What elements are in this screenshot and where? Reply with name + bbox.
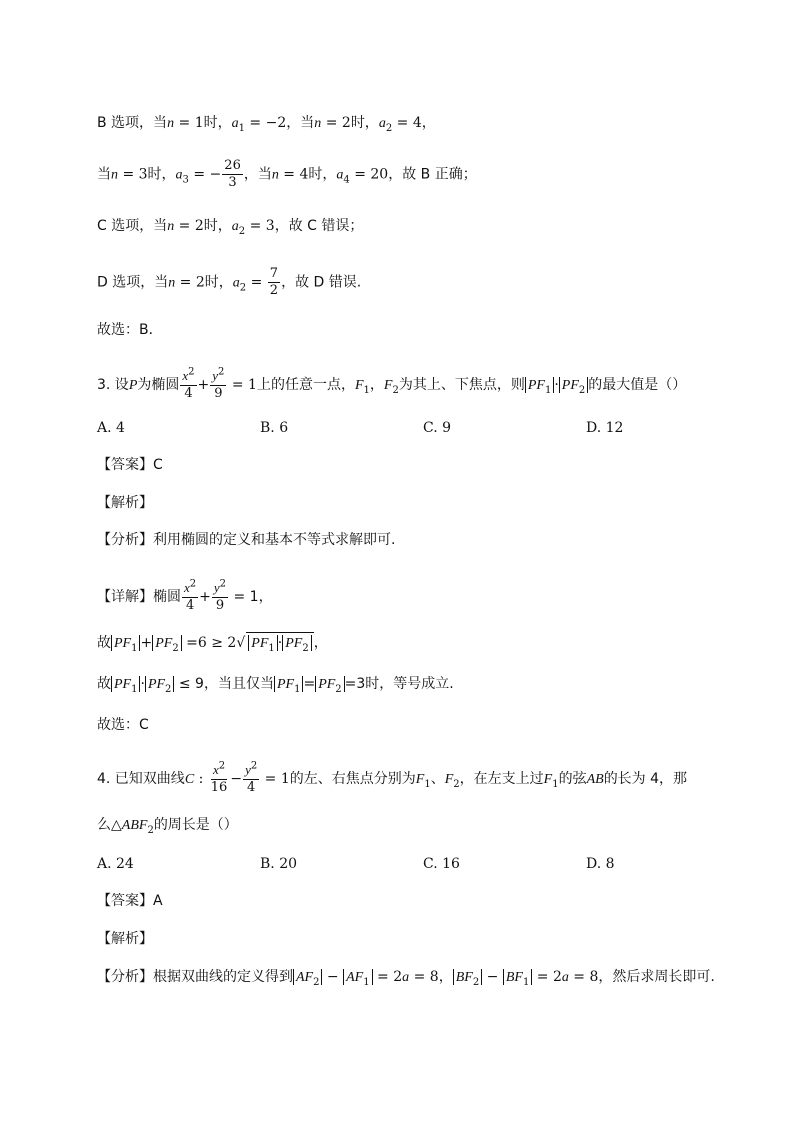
q4-option-d: D. 8 — [586, 856, 615, 872]
option-c-analysis: C 选项，当n = 2时，$a_2 = 3$，故 C 错误； — [97, 218, 364, 237]
q3-explanation-heading: 【解析】 — [97, 495, 153, 511]
q3-answer: 【答案】C — [97, 457, 163, 473]
q3-option-b: B. 6 — [260, 420, 289, 436]
option-d-analysis: D 选项，当n = 2时，$a_2$ = $\frac{7}{2}$ ，故 D 错误. — [97, 266, 362, 298]
q4-option-b: B. 20 — [260, 856, 298, 872]
q3-option-c: C. 9 — [423, 420, 452, 436]
q4-option-c: C. 16 — [423, 856, 460, 872]
q4-option-a: A. 24 — [97, 856, 134, 872]
q3-inequality-line: 故 $PF_1 + PF_2 =6 \ge 2√$ $PF_1 \cdot PF_2$ ， — [97, 632, 328, 654]
q3-detail: 【详解】椭圆 $\frac{x^2}{4}$ + $\frac{y^2}{9}$ = 1， — [97, 578, 273, 613]
q3-option-a: A. 4 — [97, 420, 125, 436]
answer-selection-b: 故选：B． — [97, 322, 163, 338]
q4-analysis: 【分析】根据双曲线的定义得到 $AF_2 - AF_1 = 2a = 8$， $BF_2 - BF_1 = 2a = 8$，然后求周长即可. — [97, 969, 715, 988]
question-4-line2: 么$\triangle ABF_2$的周长是（） — [97, 817, 238, 836]
q3-option-d: D. 12 — [586, 420, 624, 436]
q4-explanation-heading: 【解析】 — [97, 931, 153, 947]
option-b-analysis-line1: B 选项，当n = 1时，$a_1 = -2$，当n = 2时，$a_2 = 4$， — [97, 115, 436, 134]
q4-answer: 【答案】A — [97, 893, 163, 909]
fraction-26-3: $\frac{26}{3}$ — [224, 158, 241, 190]
sqrt-sign: √ — [236, 635, 246, 651]
option-b-analysis-line2: 当n = 3时，$a_3$ = − $\frac{26}{3}$ ，当n = 4时，$a_4 = 20$，故 B 正确； — [97, 158, 477, 190]
q3-analysis: 【分析】利用椭圆的定义和基本不等式求解即可. — [97, 532, 396, 548]
fraction-7-2: $\frac{7}{2}$ — [269, 266, 279, 298]
q3-max-line: 故 $PF_1 \cdot PF_2 \le 9$，当且仅当 $PF_1 = PF_2 =3$时，等号成立. — [97, 676, 454, 695]
answer-selection-c: 故选：C — [97, 717, 149, 733]
question-3: 3. 设P为椭圆 $\frac{x^2}{4}$ + $\frac{y^2}{9}$ = 1上的任意一点，$F_1$，$F_2$为其上、下焦点，则 $PF_1 \cdot PF_2$ 的最大值是（） — [97, 366, 687, 401]
question-4-line1: 4. 已知双曲线C : $\frac{x^2}{16}$ − $\frac{y^2}{4}$ = 1的左、右焦点分别为$F_1$、$F_2$，在左支上过$F_1$的弦AB的长为 4，那 — [97, 760, 688, 795]
